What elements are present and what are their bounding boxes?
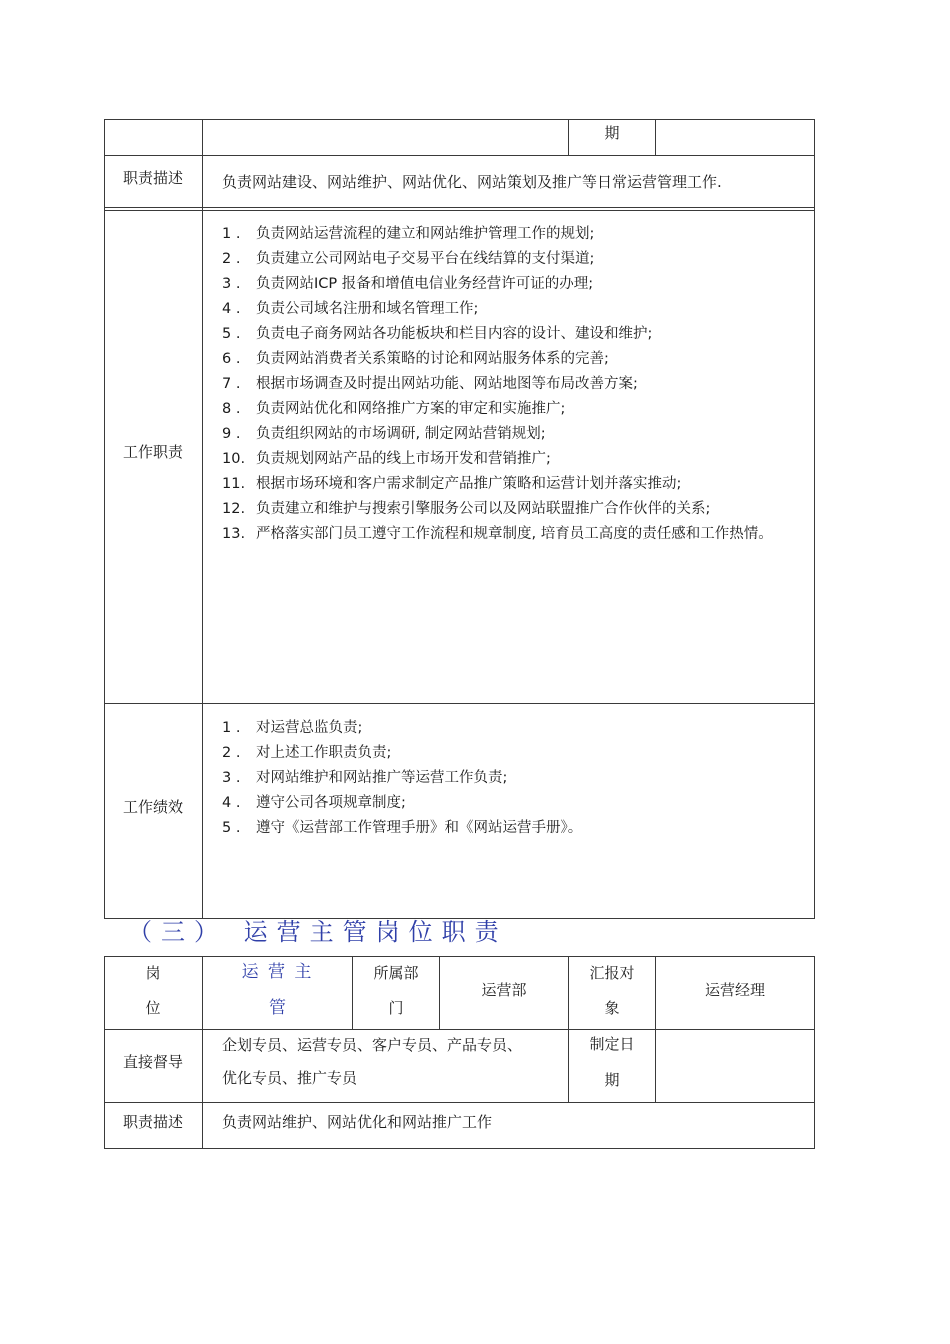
table-border (814, 119, 815, 919)
list-item (222, 472, 812, 497)
table-border (202, 119, 203, 919)
list-item-number: 9 . (222, 426, 241, 442)
section-heading: （三） 运营主管岗位职责 (128, 918, 508, 946)
date-label-2: 期 (604, 1071, 620, 1089)
list-item-number: 3 . (222, 276, 241, 292)
list-item-number: 7 . (222, 376, 241, 392)
table-border (104, 703, 815, 704)
list-item (222, 741, 812, 766)
list-item (222, 222, 812, 247)
list-item (222, 247, 812, 272)
table-border (104, 956, 815, 957)
list-item-text: 负责电子商务网站各功能板块和栏目内容的设计、建设和维护; (256, 326, 653, 342)
report-label-1: 汇报对 (589, 964, 635, 982)
list-item-text: 负责网站运营流程的建立和网站维护管理工作的规划; (256, 226, 595, 242)
list-item-number: 1 . (222, 226, 241, 242)
dept-value: 运营部 (481, 981, 527, 999)
dept-label-1: 所属部 (373, 964, 419, 982)
table-border (104, 1102, 815, 1103)
list-item-text: 对运营总监负责; (256, 720, 363, 736)
list-item-text: 根据市场环境和客户需求制定产品推广策略和运营计划并落实推动; (256, 476, 682, 492)
list-item (222, 397, 812, 422)
date-label-tail: 期 (604, 124, 620, 142)
list-item-text: 对上述工作职责负责; (256, 745, 392, 761)
date-label-1: 制定日 (589, 1035, 635, 1053)
table-border (104, 1029, 815, 1030)
list-item-text: 根据市场调查及时提出网站功能、网站地图等布局改善方案; (256, 376, 638, 392)
table-border (202, 956, 203, 1149)
report-value: 运营经理 (704, 981, 765, 999)
list-item-number: 8 . (222, 401, 241, 417)
list-item (222, 766, 812, 791)
list-item-number: 2 . (222, 251, 241, 267)
duties-label: 工作职责 (122, 443, 183, 461)
list-item-text: 遵守公司各项规章制度; (256, 795, 406, 811)
list-item-number: 4 . (222, 301, 241, 317)
list-item-number: 13. (222, 526, 246, 542)
list-item (222, 522, 812, 547)
table-border (104, 1148, 815, 1149)
list-item-text: 负责建立公司网站电子交易平台在线结算的支付渠道; (256, 251, 595, 267)
list-item-text: 负责建立和维护与搜索引擎服务公司以及网站联盟推广合作伙伴的关系; (256, 501, 711, 517)
list-item (222, 497, 812, 522)
list-item-text: 负责网站消费者关系策略的讨论和网站服务体系的完善; (256, 351, 609, 367)
table-border (104, 207, 815, 208)
list-item-text: 严格落实部门员工遵守工作流程和规章制度, 培育员工高度的责任感和工作热情。 (256, 526, 773, 542)
list-item-number: 6 . (222, 351, 241, 367)
supervise-value-2: 优化专员、推广专员 (222, 1069, 358, 1087)
list-item-text: 负责网站优化和网络推广方案的审定和实施推广; (256, 401, 566, 417)
list-item (222, 347, 812, 372)
post-label-1: 岗 (145, 964, 161, 982)
performance-list (222, 716, 812, 841)
list-item-text: 负责组织网站的市场调研, 制定网站营销规划; (256, 426, 546, 442)
desc-label: 职责描述 (122, 169, 183, 187)
list-item (222, 447, 812, 472)
list-item (222, 322, 812, 347)
table-border (814, 956, 815, 1149)
list-item (222, 372, 812, 397)
table-border (104, 210, 815, 211)
list-item-text: 负责网站ICP 报备和增值电信业务经营许可证的办理; (256, 276, 594, 292)
report-label-2: 象 (604, 999, 620, 1017)
supervise-label: 直接督导 (122, 1053, 183, 1071)
list-item-text: 对网站维护和网站推广等运营工作负责; (256, 770, 508, 786)
list-item-text: 负责规划网站产品的线上市场开发和营销推广; (256, 451, 551, 467)
list-item-number: 3 . (222, 770, 241, 786)
table-border (104, 155, 815, 156)
list-item-number: 4 . (222, 795, 241, 811)
list-item (222, 716, 812, 741)
list-item-number: 10. (222, 451, 246, 467)
list-item-number: 2 . (222, 745, 241, 761)
list-item (222, 816, 812, 841)
post-value-1: 运 营 主 (241, 962, 314, 982)
table-border (104, 119, 815, 120)
post-value-2: 管 (269, 998, 286, 1018)
supervise-value-1: 企划专员、运营专员、客户专员、产品专员、 (222, 1036, 523, 1054)
list-item-number: 1 . (222, 720, 241, 736)
list-item (222, 791, 812, 816)
dept-label-2: 门 (388, 999, 404, 1017)
list-item-text: 遵守《运营部工作管理手册》和《网站运营手册》。 (256, 820, 583, 836)
list-item-text: 负责公司域名注册和域名管理工作; (256, 301, 479, 317)
list-item (222, 272, 812, 297)
desc-value: 负责网站建设、网站维护、网站优化、网站策划及推广等日常运营管理工作. (222, 173, 722, 191)
table-border (655, 119, 656, 155)
performance-label: 工作绩效 (122, 798, 183, 816)
desc2-value: 负责网站维护、网站优化和网站推广工作 (222, 1113, 493, 1131)
desc2-label: 职责描述 (122, 1113, 183, 1131)
list-item (222, 297, 812, 322)
duties-list (222, 222, 812, 547)
list-item-number: 5 . (222, 326, 241, 342)
list-item-number: 11. (222, 476, 246, 492)
list-item-number: 12. (222, 501, 246, 517)
post-label-2: 位 (145, 999, 161, 1017)
list-item (222, 422, 812, 447)
list-item-number: 5 . (222, 820, 241, 836)
